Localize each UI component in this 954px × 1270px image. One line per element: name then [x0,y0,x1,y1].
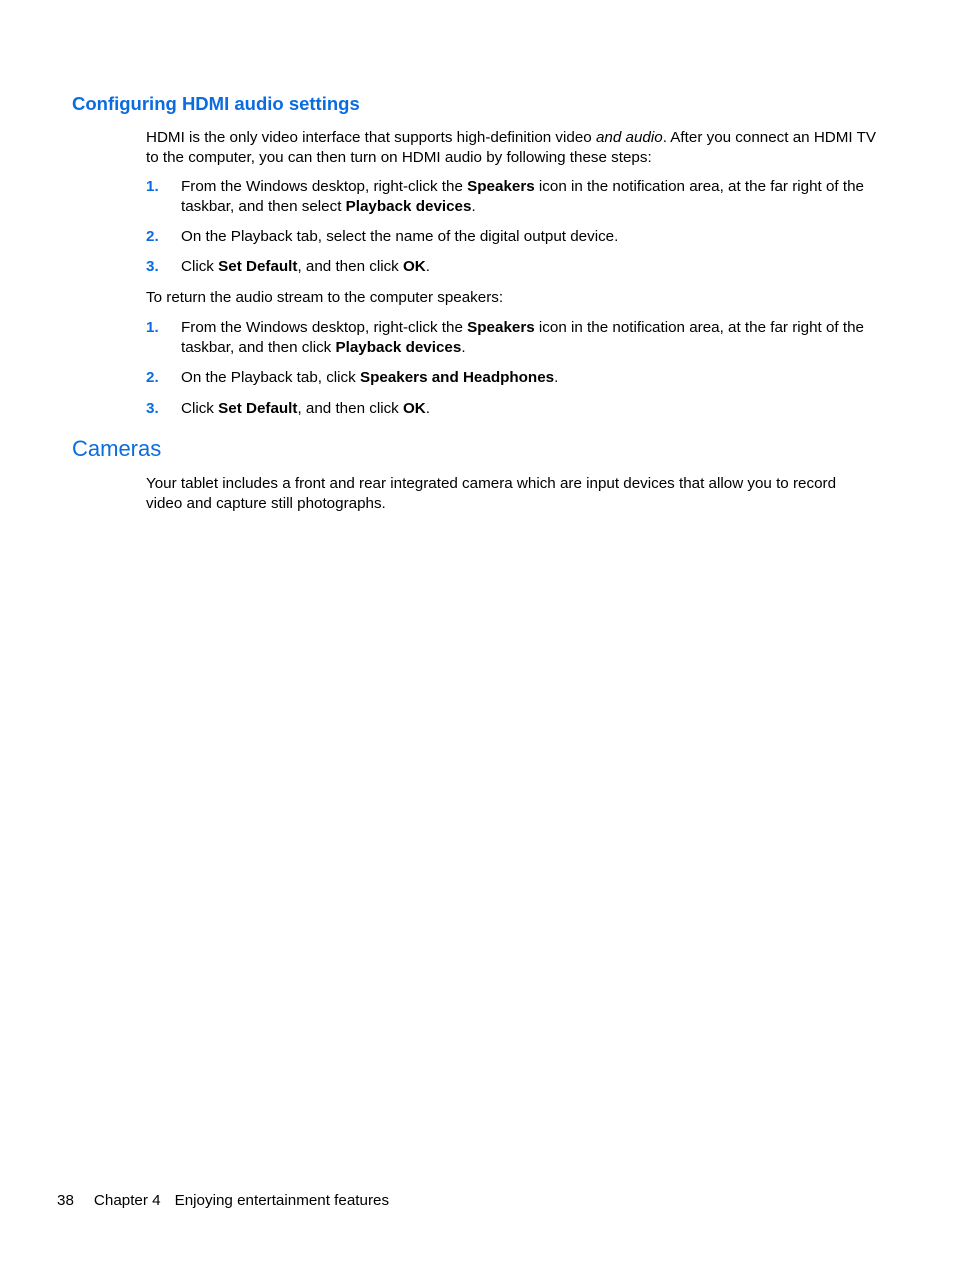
step-number: 1. [146,178,159,195]
step-text: From the Windows desktop, right-click the Speakers icon in the notification area, at the far right of the taskbar, and then click Playback devices. [181,319,864,356]
list-item [146,177,876,217]
cameras-heading: Cameras [72,436,162,461]
intro-text-1: HDMI is the only video interface that supports high-definition video [146,129,596,146]
step-number: 3. [146,400,159,417]
chapter-title: Enjoying entertainment features [174,1192,390,1209]
section-heading: Configuring HDMI audio settings [72,93,360,114]
step-number: 3. [146,258,159,275]
step-number: 1. [146,319,159,336]
step-text: On the Playback tab, click Speakers and Headphones. [181,369,559,386]
page-footer [57,1191,389,1211]
list-item [146,399,876,419]
intro-emphasis: and audio [595,129,663,146]
step-text: Click Set Default, and then click OK. [181,258,430,275]
chapter-label: Chapter 4 [93,1192,161,1209]
step-text: Click Set Default, and then click OK. [181,400,430,417]
step-text: From the Windows desktop, right-click the Speakers icon in the notification area, at the far right of the taskbar, and then select Playback devices. [181,178,864,215]
intro-text-2: . After you connect an HDMI TV to the computer, you can then turn on HDMI audio by following these steps: [146,129,876,166]
page-number: 38 [57,1192,74,1209]
step-number: 2. [146,228,159,245]
cameras-paragraph: Your tablet includes a front and rear integrated camera which are input devices that allow you to record video and capture still photographs. [146,475,837,512]
list-item [146,318,876,358]
step-number: 2. [146,369,159,386]
step-text: On the Playback tab, select the name of the digital output device. [181,228,619,245]
list-item [146,227,876,247]
list-item [146,368,876,388]
list-item [146,257,876,277]
return-paragraph: To return the audio stream to the computer speakers: [146,289,504,306]
intro-paragraph [146,128,876,167]
